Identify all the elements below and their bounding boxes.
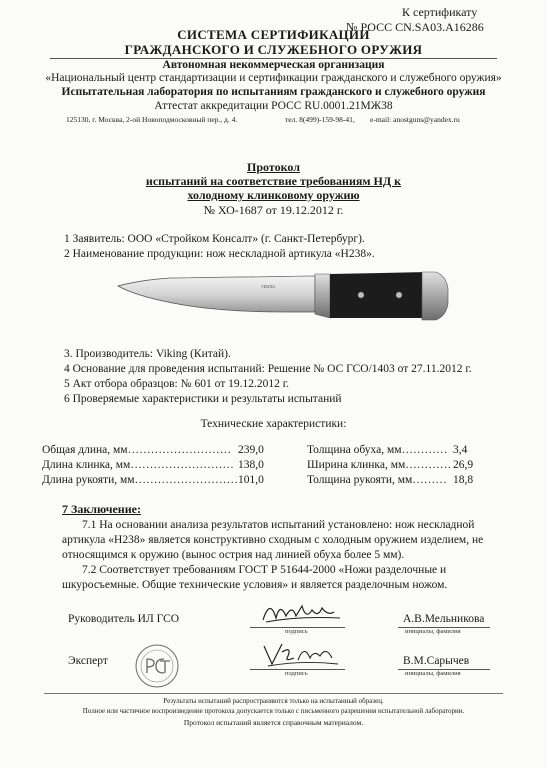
tech-right-value-0: 3,4 <box>453 444 468 456</box>
lab-email: е-mail: anostguns@yandex.ru <box>370 115 460 124</box>
system-title: СИСТЕМА СЕРТИФИКАЦИИ <box>177 27 370 42</box>
knife-logo-text: VIKING <box>261 284 276 289</box>
item-checked: 6 Проверяемые характеристики и результаты испытаний <box>64 393 342 405</box>
lab-phone: тел. 8(499)-159-98-41, <box>285 115 355 124</box>
org-name: «Национальный центр стандартизации и сертификации гражданского и служебного оружия» <box>45 72 502 84</box>
signature-head-sub: подпись <box>285 628 308 635</box>
signature-role-head: Руководитель ИЛ ГСО <box>68 613 180 625</box>
conclusion-p1-line3: относящимся к оружию (вынос острия над линией обуха более 5 мм). <box>62 549 405 561</box>
signature-role-expert: Эксперт <box>68 655 108 667</box>
item-basis: 4 Основание для проведения испытаний: Решение № ОС ГСО/1403 от 27.11.2012 г. <box>64 363 472 375</box>
tech-heading: Технические характеристики: <box>200 418 347 430</box>
protocol-title: Протокол <box>247 160 300 174</box>
protocol-subtitle-2: холодному клинковому оружию <box>187 188 360 202</box>
conclusion-p1-line2: артикула «Н238» является конструктивно сходным с холодным оружием изделием, не <box>62 534 484 546</box>
knife-image <box>110 262 460 332</box>
signature-expert-scribble <box>258 636 348 670</box>
signature-head-scribble <box>258 594 348 628</box>
tech-left-label-1: Длина клинка, мм……………………… <box>42 459 234 471</box>
tech-left-value-0: 239,0 <box>238 444 264 456</box>
tech-left-label-2: Длина рукояти, мм……………………… <box>42 474 239 486</box>
footer-divider <box>44 693 503 694</box>
item-applicant: 1 Заявитель: ООО «Стройком Консалт» (г. Санкт-Петербург). <box>64 233 365 245</box>
signature-name-head: А.В.Мельникова <box>403 613 485 625</box>
footer-line-3: Протокол испытаний является справочным материалом. <box>183 718 364 727</box>
signature-name-expert: В.М.Сарычев <box>403 655 470 667</box>
footer-line-2: Полное или частичное воспроизведение протокола допускается только с письменного разрешения испытательной лаборатории. <box>82 707 465 715</box>
accreditation: Аттестат аккредитации РОСС RU.0001.21МЖ38 <box>154 100 393 112</box>
lab-address: 125130, г. Москва, 2-ой Новоподмосковный пер., д. 4. <box>66 115 238 124</box>
certificate-number: № РОСС CN.SA03.A16286 <box>346 20 484 34</box>
item-sampling: 5 Акт отбора образцов: № 601 от 19.12.2012 г. <box>64 378 290 390</box>
tech-left-value-2: 101,0 <box>238 474 264 486</box>
name-expert-sub: инициалы, фамилия <box>405 670 461 677</box>
certificate-ref-label: К сертификату <box>402 5 478 19</box>
conclusion-p2-line1: 7.2 Соответствует требованиям ГОСТ Р 51644-2000 «Ножи разделочные и <box>82 564 447 576</box>
org-type: Автономная некоммерческая организация <box>162 59 385 71</box>
footer-line-1: Результаты испытаний распространяются только на испытанный образец. <box>163 697 384 705</box>
pct-stamp-logo <box>134 643 180 689</box>
tech-right-label-2: Толщина рукояти, мм……… <box>307 474 447 486</box>
tech-right-value-2: 18,8 <box>453 474 474 486</box>
lab-name: Испытательная лаборатория по испытаниям гражданского и служебного оружия <box>61 86 486 98</box>
protocol-number: № ХО-1687 от 19.12.2012 г. <box>203 203 344 217</box>
conclusion-heading: 7 Заключение: <box>62 502 141 516</box>
tech-right-label-0: Толщина обуха, мм………… <box>307 444 448 456</box>
tech-right-label-1: Ширина клинка, мм………… <box>307 459 452 471</box>
system-subtitle: ГРАЖДАНСКОГО И СЛУЖЕБНОГО ОРУЖИЯ <box>124 42 423 57</box>
tech-left-value-1: 138,0 <box>238 459 264 471</box>
item-manufacturer: 3. Производитель: Viking (Китай). <box>64 348 231 360</box>
tech-right-value-1: 26,9 <box>453 459 474 471</box>
protocol-subtitle-1: испытаний на соответствие требованиям НД к <box>145 174 402 188</box>
item-product: 2 Наименование продукции: нож нескладной артикула «Н238». <box>64 248 375 260</box>
name-head-sub: инициалы, фамилия <box>405 628 461 635</box>
conclusion-p2-line2: шкуросъемные. Общие технические условия» и является разделочным ножом. <box>62 579 448 591</box>
signature-expert-sub: подпись <box>285 670 308 677</box>
tech-left-label-0: Общая длина, мм……………………… <box>42 444 232 456</box>
conclusion-p1-line1: 7.1 На основании анализа результатов испытаний установлено: нож нескладной <box>82 519 475 531</box>
